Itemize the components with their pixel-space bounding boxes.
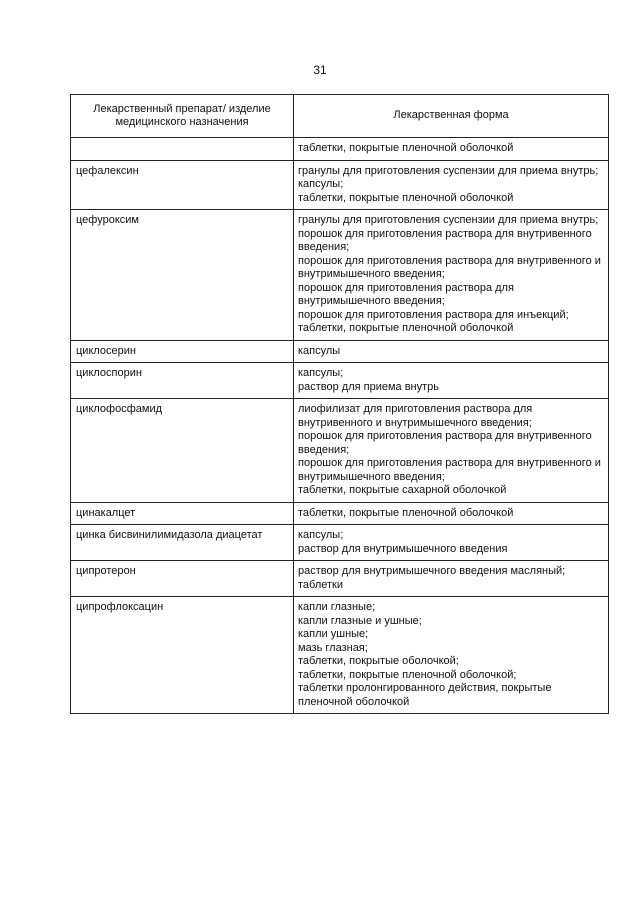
- drug-name-cell: цефуроксим: [71, 210, 294, 341]
- dosage-form-cell: [294, 399, 609, 503]
- dosage-form-item: раствор для внутримышечного введения: [298, 542, 508, 555]
- table-row: [71, 160, 609, 210]
- dosage-form-item: мазь глазная;: [298, 641, 368, 654]
- table-body: [71, 138, 609, 714]
- dosage-form-item: капсулы: [298, 344, 341, 357]
- dosage-form-item: таблетки, покрытые пленочной оболочкой: [298, 506, 514, 519]
- table-row: [71, 363, 609, 399]
- dosage-form-item: порошок для приготовления раствора для внутривенного введения;: [298, 430, 592, 456]
- drug-table: [70, 94, 609, 714]
- dosage-form-cell: [294, 502, 609, 525]
- dosage-form-item: капсулы;: [298, 367, 344, 379]
- dosage-form-item: порошок для приготовления раствора для инъекций;: [298, 308, 569, 321]
- drug-name-cell: циклосерин: [71, 340, 294, 363]
- dosage-form-cell: [294, 138, 609, 161]
- dosage-form-cell: [294, 210, 609, 341]
- dosage-form-item: лиофилизат для приготовления раствора для внутривенного и внутримышечного введения;: [298, 403, 533, 429]
- drug-name-cell: ципротерон: [71, 561, 294, 597]
- dosage-form-item: таблетки, покрытые пленочной оболочкой: [298, 191, 514, 204]
- dosage-form-item: порошок для приготовления раствора для внутримышечного введения;: [298, 281, 514, 307]
- header-drug: Лекарственный препарат/ изделие медицинского назначения: [71, 95, 294, 138]
- dosage-form-cell: [294, 525, 609, 561]
- dosage-form-item: порошок для приготовления раствора для внутривенного введения;: [298, 227, 592, 253]
- table-row: [71, 525, 609, 561]
- dosage-form-cell: [294, 597, 609, 714]
- dosage-form-item: капли глазные и ушные;: [298, 614, 422, 627]
- dosage-form-item: гранулы для приготовления суспензии для приема внутрь;: [298, 214, 599, 226]
- drug-name-cell: ципрофлоксацин: [71, 597, 294, 714]
- dosage-form-cell: [294, 340, 609, 363]
- dosage-form-item: таблетки пролонгированного действия, покрытые пленочной оболочкой: [298, 682, 552, 708]
- dosage-form-item: раствор для приема внутрь: [298, 380, 440, 393]
- table-row: [71, 561, 609, 597]
- table-row: [71, 138, 609, 161]
- dosage-form-item: таблетки: [298, 578, 344, 591]
- dosage-form-item: капли глазные;: [298, 601, 376, 613]
- drug-name-cell: циклофосфамид: [71, 399, 294, 503]
- dosage-form-item: таблетки, покрытые оболочкой;: [298, 655, 459, 667]
- dosage-form-cell: [294, 160, 609, 210]
- dosage-form-cell: [294, 363, 609, 399]
- dosage-form-item: капсулы;: [298, 529, 344, 541]
- header-form: Лекарственная форма: [294, 95, 609, 138]
- dosage-form-item: порошок для приготовления раствора для внутривенного и внутримышечного введения;: [298, 457, 601, 483]
- drug-name-cell: цефалексин: [71, 160, 294, 210]
- dosage-form-item: таблетки, покрытые пленочной оболочкой;: [298, 668, 517, 681]
- drug-name-cell: цинка бисвинилимидазола диацетат: [71, 525, 294, 561]
- dosage-form-item: капсулы;: [298, 178, 344, 190]
- page-number: 31: [313, 63, 327, 77]
- table-row: [71, 597, 609, 714]
- table-row: [71, 399, 609, 503]
- dosage-form-item: капли ушные;: [298, 628, 369, 640]
- dosage-form-item: таблетки, покрытые пленочной оболочкой: [298, 322, 514, 334]
- dosage-form-cell: [294, 561, 609, 597]
- table-row: [71, 210, 609, 341]
- table-row: [71, 502, 609, 525]
- drug-name-cell: [71, 138, 294, 161]
- drug-name-cell: циклоспорин: [71, 363, 294, 399]
- dosage-form-item: порошок для приготовления раствора для внутривенного и внутримышечного введения;: [298, 254, 601, 280]
- dosage-form-item: таблетки, покрытые сахарной оболочкой: [298, 484, 507, 496]
- dosage-form-item: гранулы для приготовления суспензии для приема внутрь;: [298, 164, 599, 177]
- dosage-form-item: таблетки, покрытые пленочной оболочкой: [298, 142, 514, 154]
- dosage-form-item: раствор для внутримышечного введения масляный;: [298, 565, 566, 577]
- drug-name-cell: цинакалцет: [71, 502, 294, 525]
- table-row: [71, 340, 609, 363]
- table-header-row: [71, 95, 609, 138]
